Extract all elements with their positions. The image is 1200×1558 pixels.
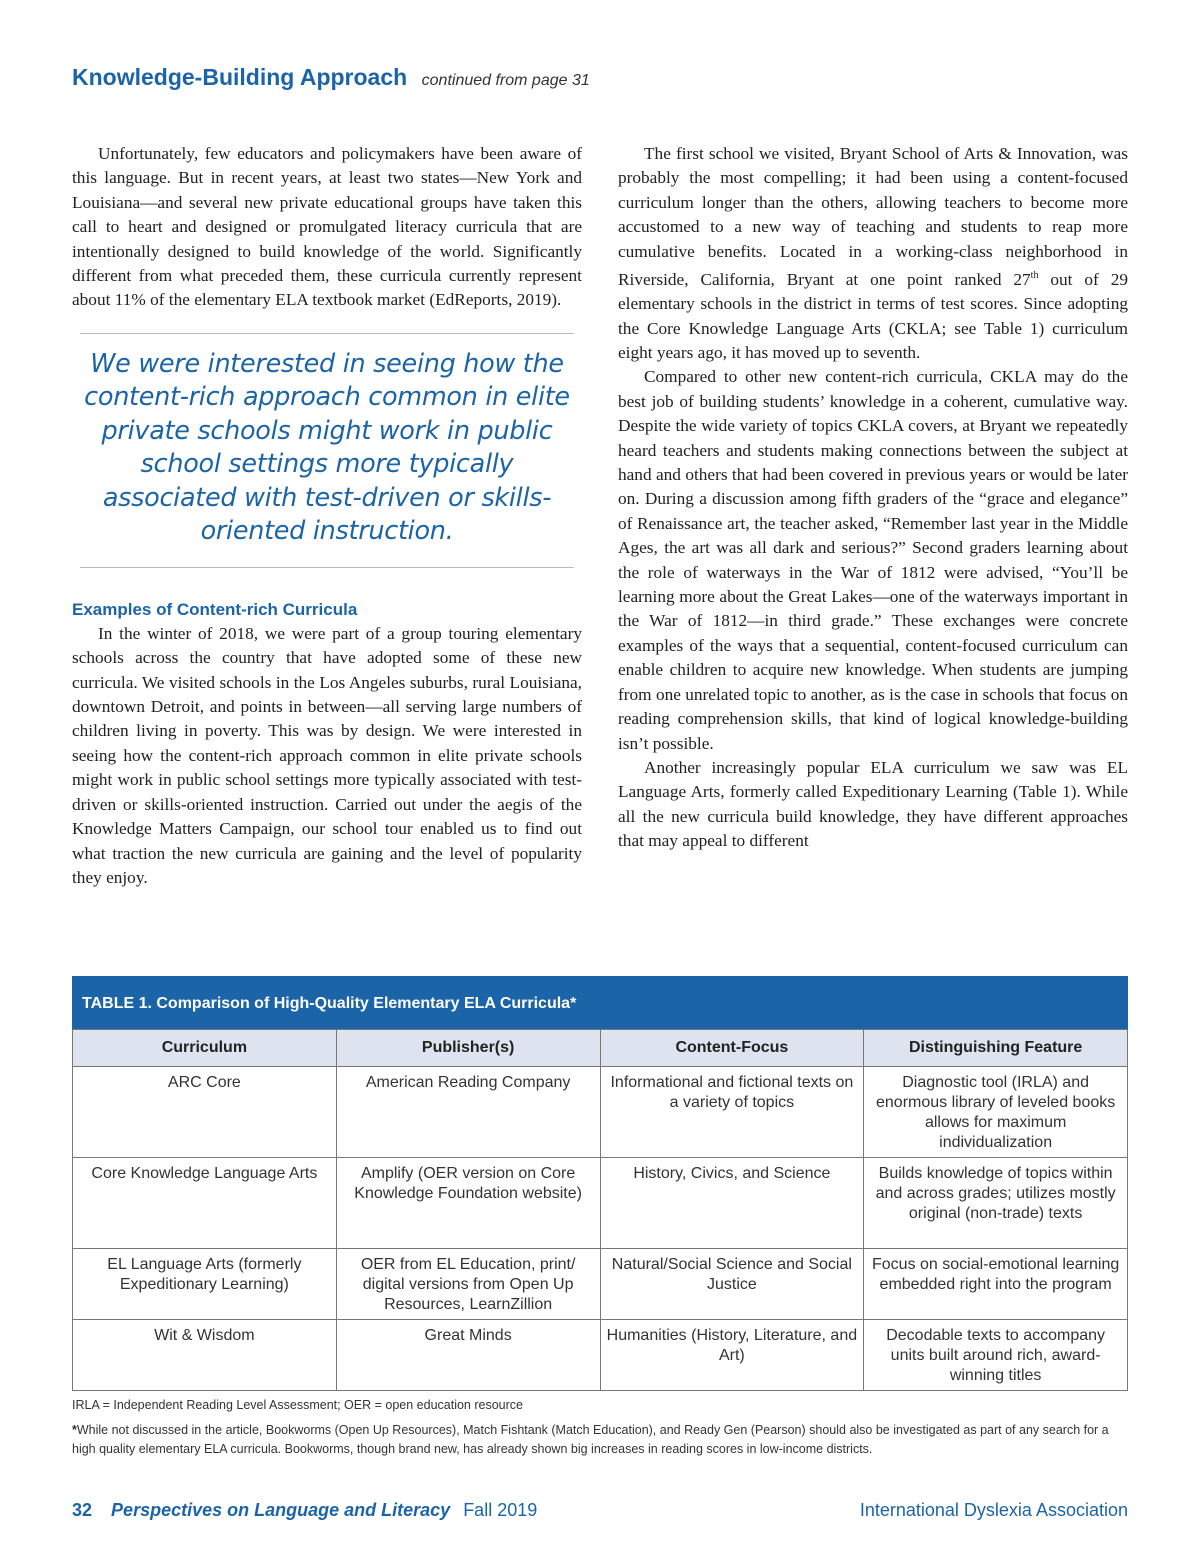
subhead: Examples of Content-rich Curricula (72, 599, 358, 619)
page-header (72, 64, 590, 91)
footnote-text: While not discussed in the article, Bookworms (Open Up Resources), Match Fishtank (Match Education), and Ready Gen (Pearson) should also be investigated as part of any search for a high quality elementary ELA curricula. Bookworms, though brand new, has already shown big increases in reading scores in low-income districts. (72, 1423, 1109, 1456)
page-number: 32 (72, 1500, 93, 1520)
issue-date: Fall 2019 (463, 1500, 538, 1520)
organization-name: International Dyslexia Association (859, 1500, 1128, 1520)
table-header-row (73, 1030, 1128, 1067)
right-paragraph-1 (618, 142, 1128, 365)
table-cell: Amplify (OER version on Core Knowledge Foundation website) (336, 1158, 600, 1249)
table-cell: Decodable texts to accompany units built around rich, award-winning titles (864, 1320, 1128, 1391)
table-cell: History, Civics, and Science (600, 1158, 864, 1249)
comparison-table (72, 976, 1128, 1391)
table-row (73, 1320, 1128, 1391)
right-paragraph-1b: out of 29 elementary schools in the district in terms of test scores. Since adopting the Core Knowledge Language Arts (CKLA; see Table 1) curriculum eight years ago, it has moved up to seventh. (618, 269, 1128, 363)
pull-quote: We were interested in seeing how the content-rich approach common in elite private schools might work in public school settings more typically associated with test-driven or skills-oriented instruction. (80, 333, 574, 568)
table-cell: Focus on social-emotional learning embedded right into the program (864, 1249, 1128, 1320)
header-content-focus: Content-Focus (600, 1030, 864, 1067)
section-title: Knowledge-Building Approach (72, 64, 408, 90)
table-grid (72, 1029, 1128, 1391)
table-cell: ARC Core (73, 1067, 337, 1158)
table-row (73, 1249, 1128, 1320)
table-row (73, 1067, 1128, 1158)
right-paragraph-1a: The first school we visited, Bryant School of Arts & Innovation, was probably the most compelling; it had been using a content-focused curriculum longer than the others, allowing teachers to become more accustomed to a new way of teaching and students to reap more cumulative benefits. Located in a working-class neighborhood in Riverside, California, Bryant at one point ranked 27 (618, 144, 1128, 289)
continued-note: continued from page 31 (421, 72, 590, 89)
left-paragraph-1: Unfortunately, few educators and policymakers have been aware of this language. But in recent years, at least two states—New York and Louisiana—and several new private educational groups have taken this call to heart and designed or promulgated literacy curricula that are intentionally designed to build knowledge of the world. Significantly different from what preceded them, these curricula currently represent about 11% of the elementary ELA textbook market (EdReports, 2019). (72, 144, 582, 310)
right-column (618, 142, 1128, 854)
footnote-mark: * (72, 1423, 77, 1437)
header-curriculum: Curriculum (73, 1030, 337, 1067)
left-column (72, 142, 582, 890)
table-row (73, 1158, 1128, 1249)
table-notes (72, 1396, 1128, 1465)
table-cell: American Reading Company (336, 1067, 600, 1158)
magazine-title: Perspectives on Language and Literacy (111, 1500, 451, 1520)
abbreviations-note: IRLA = Independent Reading Level Assessment; OER = open education resource (72, 1398, 523, 1412)
page-footer (72, 1500, 1128, 1521)
footnote (72, 1421, 1128, 1459)
table-cell: EL Language Arts (formerly Expeditionary Learning) (73, 1249, 337, 1320)
table-cell: Core Knowledge Language Arts (73, 1158, 337, 1249)
table-cell: OER from EL Education, print/ digital versions from Open Up Resources, LearnZillion (336, 1249, 600, 1320)
table-title: TABLE 1. Comparison of High-Quality Elementary ELA Curricula* (72, 976, 1128, 1029)
table-cell: Natural/Social Science and Social Justice (600, 1249, 864, 1320)
table-cell: Informational and fictional texts on a variety of topics (600, 1067, 864, 1158)
right-paragraph-2: Compared to other new content-rich curricula, CKLA may do the best job of building students’ knowledge in a coherent, cumulative way. Despite the wide variety of topics CKLA covers, at Bryant we repeatedly heard teachers and students making connections between the subject at hand and others that had been covered in previous years or would be later on. During a discussion among fifth graders of the “grace and elegance” of Renaissance art, the teacher asked, “Remember last year in the Middle Ages, the art was all dark and serious?” Second graders learning about the role of waterways in the War of 1812 were advised, “You’ll be learning more about the Great Lakes—one of the waterways important in the War of 1812—in third grade.” These exchanges were concrete examples of the ways that a sequential, content-focused curriculum can enable children to acquire new knowledge. When students are jumping from one unrelated topic to another, as is the case in schools that focus on reading comprehension skills, that kind of logical knowledge-building isn’t possible. (618, 367, 1128, 753)
table-cell: Great Minds (336, 1320, 600, 1391)
ordinal-suffix: th (1030, 270, 1039, 282)
table-cell: Humanities (History, Literature, and Art) (600, 1320, 864, 1391)
left-paragraph-2: In the winter of 2018, we were part of a group touring elementary schools across the country that have adopted some of these new curricula. We visited schools in the Los Angeles suburbs, rural Louisiana, downtown Detroit, and points in between—all serving large numbers of children living in poverty. This was by design. We were interested in seeing how the content-rich approach common in elite private schools might work in public school settings more typically associated with test-driven or skills-oriented instruction. Carried out under the aegis of the Knowledge Matters Campaign, our school tour enabled us to find out what traction the new curricula are gaining and the level of popularity they enjoy. (72, 623, 582, 887)
header-publisher: Publisher(s) (336, 1030, 600, 1067)
right-paragraph-3: Another increasingly popular ELA curriculum we saw was EL Language Arts, formerly called Expeditionary Learning (Table 1). While all the new curricula build knowledge, they have different approaches that may appeal to different (618, 757, 1128, 851)
header-feature: Distinguishing Feature (864, 1030, 1128, 1067)
table-cell: Wit & Wisdom (73, 1320, 337, 1391)
table-cell: Builds knowledge of topics within and across grades; utilizes mostly original (non-trade) texts (864, 1158, 1128, 1249)
table-cell: Diagnostic tool (IRLA) and enormous library of leveled books allows for maximum individualization (864, 1067, 1128, 1158)
